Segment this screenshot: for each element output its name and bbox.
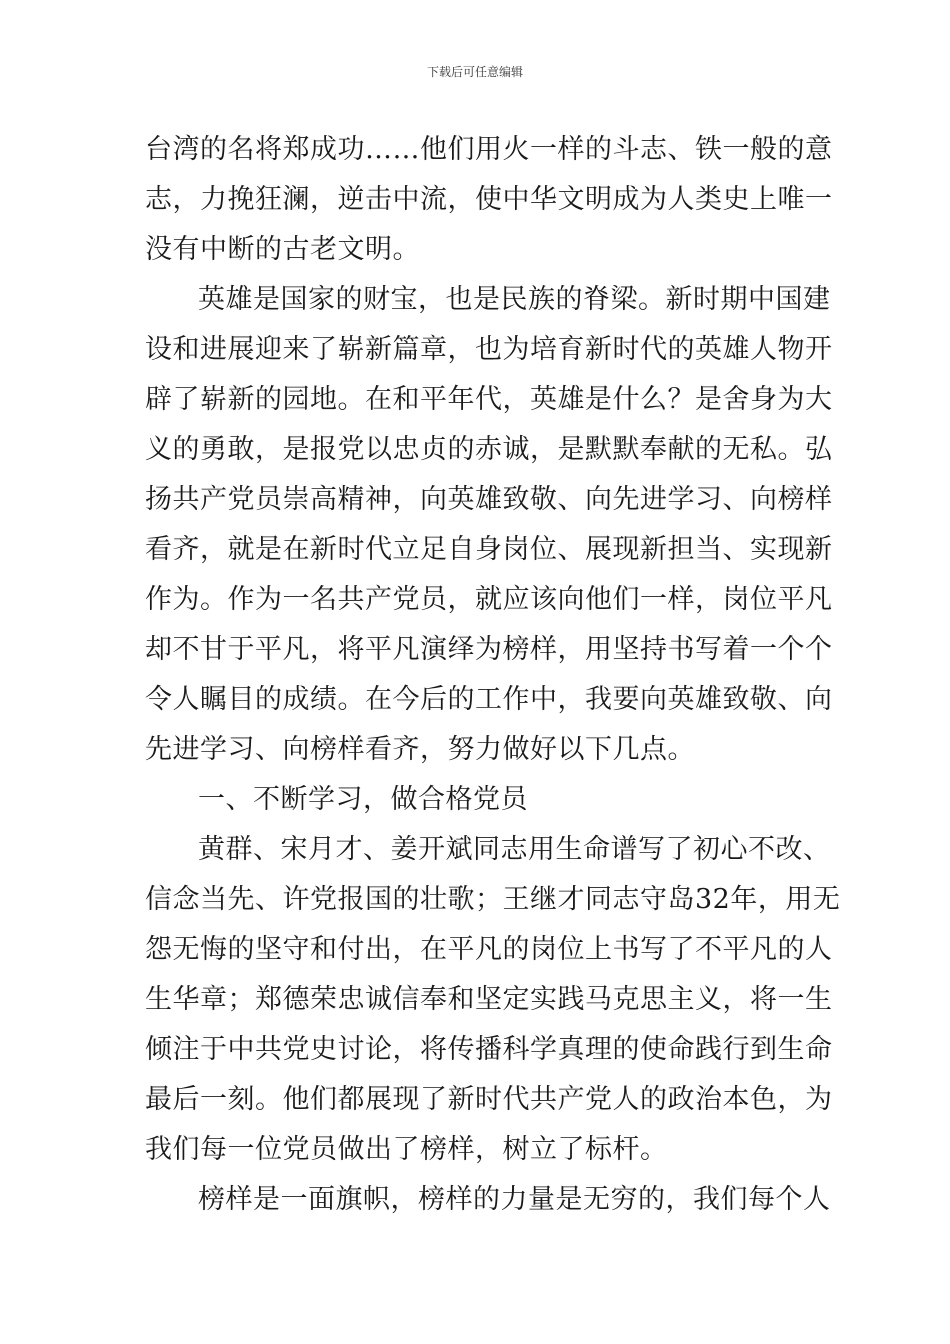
- body-line: 信念当先、许党报国的壮歌；王继才同志守岛32年，用无: [145, 884, 841, 915]
- body-line: 义的勇敢，是报党以忠贞的赤诚，是默默奉献的无私。弘: [145, 434, 833, 465]
- body-line: 看齐，就是在新时代立足自身岗位、展现新担当、实现新: [145, 534, 833, 565]
- paragraph-first-line: 英雄是国家的财宝，也是民族的脊梁。新时期中国建: [198, 284, 831, 315]
- body-line: 作为。作为一名共产党员，就应该向他们一样，岗位平凡: [145, 584, 833, 615]
- paragraph-first-line: 榜样是一面旗帜，榜样的力量是无穷的，我们每个人: [198, 1184, 831, 1215]
- page-header: 下载后可任意编辑: [426, 65, 523, 79]
- body-line: 没有中断的古老文明。: [145, 234, 420, 265]
- body-line: 台湾的名将郑成功……他们用火一样的斗志、铁一般的意: [145, 134, 833, 165]
- paragraph-first-line: 黄群、宋月才、姜开斌同志用生命谱写了初心不改、: [198, 834, 831, 865]
- body-line: 最后一刻。他们都展现了新时代共产党人的政治本色，为: [145, 1084, 833, 1115]
- body-line: 辟了崭新的园地。在和平年代，英雄是什么？是舍身为大: [145, 384, 833, 415]
- body-line: 我们每一位党员做出了榜样，树立了标杆。: [145, 1134, 668, 1165]
- body-line: 先进学习、向榜样看齐，努力做好以下几点。: [145, 734, 695, 765]
- body-line: 扬共产党员崇高精神，向英雄致敬、向先进学习、向榜样: [145, 484, 833, 515]
- body-line: 令人瞩目的成绩。在今后的工作中，我要向英雄致敬、向: [145, 684, 833, 715]
- section-heading: 一、不断学习，做合格党员: [198, 784, 528, 815]
- body-line: 生华章；郑德荣忠诚信奉和坚定实践马克思主义，将一生: [145, 984, 833, 1015]
- body-line: 怨无悔的坚守和付出，在平凡的岗位上书写了不平凡的人: [145, 934, 833, 965]
- body-line: 设和进展迎来了崭新篇章，也为培育新时代的英雄人物开: [145, 334, 833, 365]
- body-line: 倾注于中共党史讨论，将传播科学真理的使命践行到生命: [145, 1034, 833, 1065]
- body-line: 志，力挽狂澜，逆击中流，使中华文明成为人类史上唯一: [145, 184, 833, 215]
- body-line: 却不甘于平凡，将平凡演绎为榜样，用坚持书写着一个个: [145, 634, 833, 665]
